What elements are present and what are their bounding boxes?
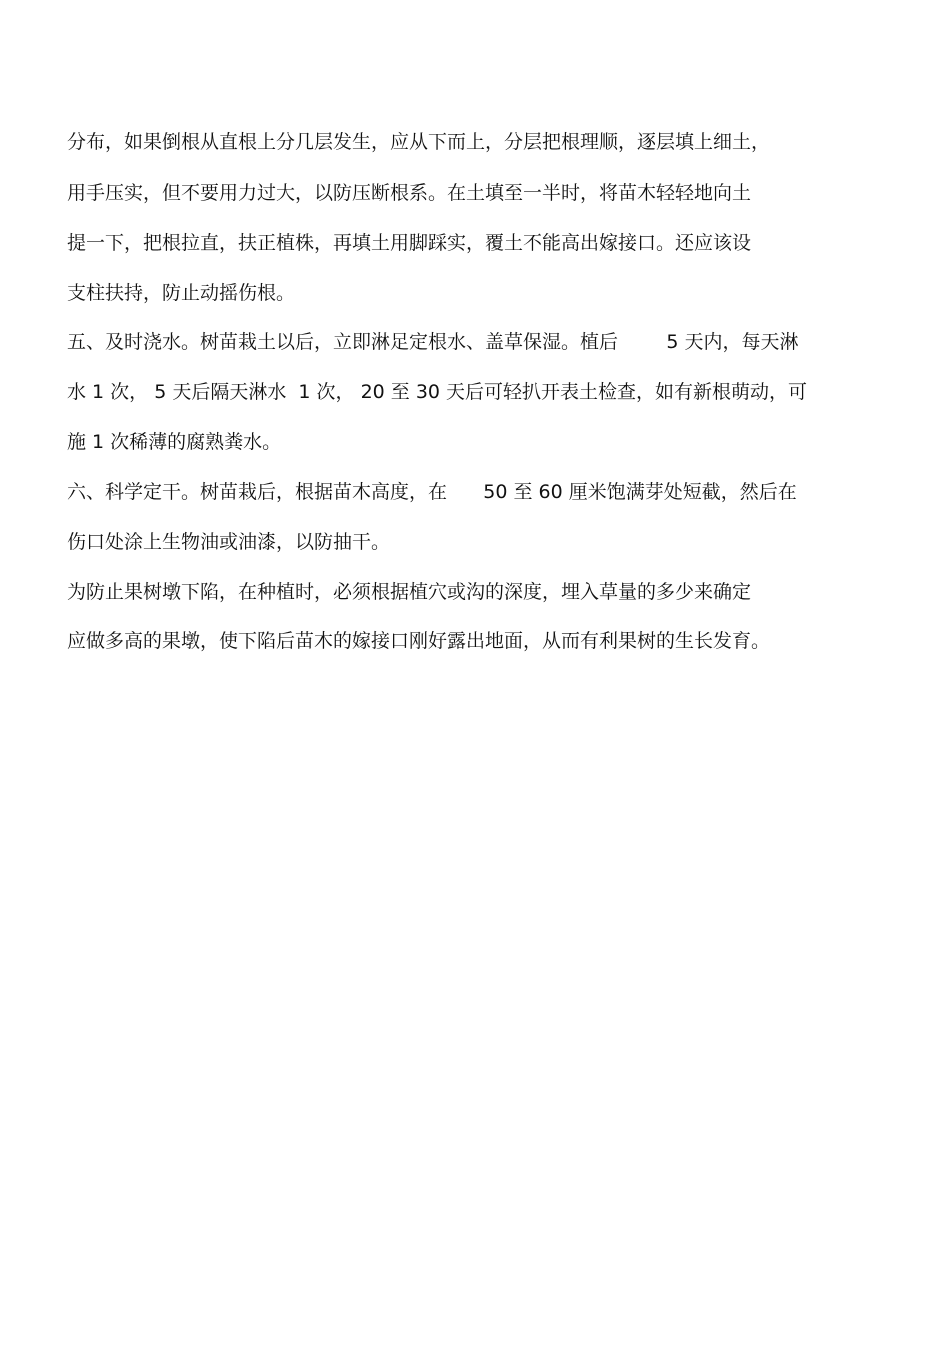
text-line: 施 1 次稀薄的腐熟粪水。 [67,431,282,453]
section-heading-line: 六、科学定干。树苗栽后，根据苗木高度，在 50 至 60 厘米饱满芽处短截，然后在 [67,481,797,503]
text-line: 水 1 次， 5 天后隔天淋水 1 次， 20 至 30 天后可轻扒开表土检查，如有新根萌动，可 [67,381,808,403]
section-heading-line: 五、及时浇水。树苗栽土以后，立即淋足定根水、盖草保湿。植后 5 天内，每天淋 [67,331,799,353]
text-line: 提一下，把根拉直，扶正植株，再填土用脚踩实，覆土不能高出嫁接口。还应该设 [67,232,752,254]
text-line: 为防止果树墩下陷，在种植时，必须根据植穴或沟的深度，埋入草量的多少来确定 [67,581,752,603]
text-line: 分布，如果倒根从直根上分几层发生，应从下而上，分层把根理顺，逐层填上细土， [67,131,771,153]
text-line: 用手压实，但不要用力过大，以防压断根系。在土填至一半时，将苗木轻轻地向土 [67,182,752,204]
text-line: 应做多高的果墩，使下陷后苗木的嫁接口刚好露出地面，从而有利果树的生长发育。 [67,630,771,652]
text-line: 支柱扶持，防止动摇伤根。 [67,282,296,304]
text-line: 伤口处涂上生物油或油漆，以防抽干。 [67,531,391,553]
